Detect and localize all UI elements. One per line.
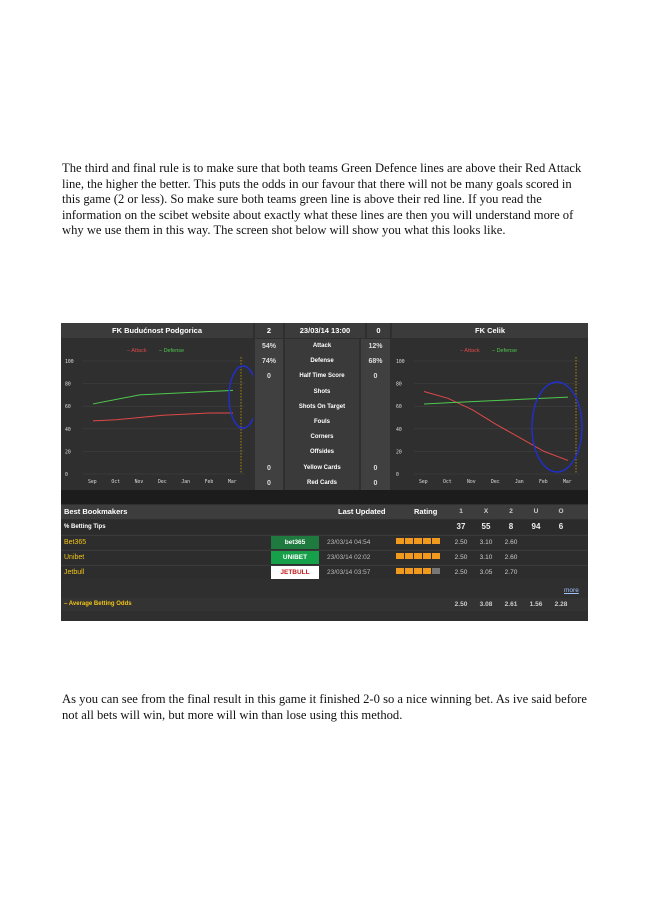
bookmaker-row[interactable] [61, 535, 588, 549]
stat-home-value [255, 430, 283, 446]
last-updated: 23/03/14 02:02 [327, 554, 371, 561]
star-icon [432, 538, 440, 544]
star-icon [414, 568, 422, 574]
paragraph-result: As you can see from the final result in this game it finished 2-0 so a nice winning bet. As ive said before not all bets will win, but more will win than lose using this method. [62, 692, 587, 722]
x-tick-label: Dec [158, 480, 167, 485]
stat-home-value: 0 [255, 369, 283, 385]
star-icon [396, 568, 404, 574]
bookmaker-logo[interactable]: bet365 [271, 536, 319, 549]
x-tick-label: Sep [419, 480, 428, 485]
stat-label: Shots On Target [285, 400, 359, 416]
betting-tips-row [61, 520, 588, 534]
star-icon [414, 538, 422, 544]
stat-row [255, 400, 390, 416]
stat-row [255, 415, 390, 431]
tip-x: 55 [481, 522, 491, 531]
col-2-header: 2 [509, 508, 513, 515]
more-link[interactable]: more [564, 587, 579, 594]
match-datetime: 23/03/14 13:00 [285, 323, 365, 338]
home-score: 2 [255, 323, 283, 338]
stat-home-value [255, 415, 283, 431]
away-score: 0 [367, 323, 390, 338]
star-icon [432, 568, 440, 574]
rating-header: Rating [414, 507, 438, 516]
x-tick-label: Mar [563, 480, 572, 485]
y-tick-label: 20 [396, 450, 402, 456]
col-1-header: 1 [459, 508, 463, 515]
odds-x[interactable]: 3.10 [479, 539, 493, 546]
stat-home-value [255, 385, 283, 401]
tip-u: 94 [531, 522, 541, 531]
bookmaker-row[interactable] [61, 565, 588, 579]
bookmaker-name[interactable]: Jetbull [64, 569, 85, 576]
y-tick-label: 80 [65, 382, 71, 388]
star-icon [396, 538, 404, 544]
y-tick-label: 100 [396, 360, 405, 365]
x-tick-label: Nov [467, 480, 476, 485]
stat-label: Red Cards [285, 476, 359, 492]
odds-2[interactable]: 2.60 [504, 554, 518, 561]
stat-home-value: 0 [255, 476, 283, 492]
average-odds-row [61, 598, 588, 611]
stat-row [255, 354, 390, 370]
stat-row [255, 369, 390, 385]
odds-2[interactable]: 2.70 [504, 569, 518, 576]
y-tick-label: 40 [65, 427, 71, 433]
star-icon [432, 553, 440, 559]
y-tick-label: 0 [396, 473, 399, 478]
avg-1: 2.50 [454, 601, 468, 608]
x-tick-label: Mar [228, 480, 237, 485]
star-icon [405, 568, 413, 574]
y-tick-label: 40 [396, 427, 402, 433]
stat-label: Yellow Cards [285, 461, 359, 477]
legend-defense: – Defense [159, 348, 185, 354]
y-tick-label: 60 [65, 405, 71, 411]
stat-label: Fouls [285, 415, 359, 431]
last-updated: 23/03/14 03:57 [327, 569, 371, 576]
betting-tips-label: % Betting Tips [64, 524, 106, 530]
stat-away-value: 12% [361, 339, 390, 355]
star-icon [396, 553, 404, 559]
stat-home-value [255, 400, 283, 416]
bookmaker-name[interactable]: Bet365 [64, 539, 87, 546]
odds-2[interactable]: 2.60 [504, 539, 518, 546]
bookmaker-name[interactable]: Unibet [64, 554, 85, 561]
legend-defense: – Defense [492, 348, 518, 354]
stat-away-value [361, 415, 390, 431]
stat-label: Attack [285, 339, 359, 355]
rating-stars [396, 566, 444, 579]
stat-label: Defense [285, 354, 359, 370]
away-form-chart [392, 339, 588, 489]
stat-label: Shots [285, 385, 359, 401]
avg-o: 2.28 [554, 601, 568, 608]
stat-home-value: 0 [255, 461, 283, 477]
divider-bar [61, 490, 588, 504]
last-updated-header: Last Updated [338, 507, 386, 516]
series-line-attack [424, 392, 568, 461]
bookmaker-logo[interactable]: UNIBET [271, 551, 319, 564]
legend-attack: – Attack [460, 348, 480, 354]
stat-home-value: 54% [255, 339, 283, 355]
stat-row [255, 430, 390, 446]
tip-2: 8 [508, 522, 514, 531]
stat-row [255, 445, 390, 461]
stat-row [255, 385, 390, 401]
bookmaker-row[interactable] [61, 550, 588, 564]
stat-away-value: 0 [361, 476, 390, 492]
y-tick-label: 60 [396, 405, 402, 411]
screenshot-match-panel [61, 323, 588, 621]
star-icon [405, 553, 413, 559]
y-tick-label: 80 [396, 382, 402, 388]
stat-away-value [361, 430, 390, 446]
rating-stars [396, 536, 444, 549]
stat-label: Corners [285, 430, 359, 446]
odds-1[interactable]: 2.50 [454, 569, 468, 576]
stat-label: Half Time Score [285, 369, 359, 385]
stat-away-value [361, 400, 390, 416]
x-tick-label: Feb [204, 480, 214, 485]
legend-attack: – Attack [127, 348, 147, 354]
rating-stars [396, 551, 444, 564]
odds-x[interactable]: 3.05 [479, 569, 493, 576]
col-x-header: X [483, 508, 489, 515]
bookmaker-logo[interactable]: JETBULL [271, 566, 319, 579]
home-team-name: FK Budućnost Podgorica [61, 323, 253, 338]
home-form-chart [61, 339, 253, 489]
avg-2: 2.61 [504, 601, 518, 608]
col-u-header: U [533, 508, 539, 515]
stat-away-value: 68% [361, 354, 390, 370]
stats-table [255, 339, 390, 489]
bookmakers-header [61, 505, 588, 519]
stat-label: Offsides [285, 445, 359, 461]
y-tick-label: 20 [65, 450, 71, 456]
tip-1: 37 [456, 522, 466, 531]
stat-home-value [255, 445, 283, 461]
stat-row [255, 339, 390, 355]
stat-away-value: 0 [361, 369, 390, 385]
star-icon [405, 538, 413, 544]
odds-x[interactable]: 3.10 [479, 554, 493, 561]
paragraph-rule-three: The third and final rule is to make sure that both teams Green Defence lines are above their Red Attack line, the higher the better. This puts the odds in our favour that there will not be many goals scored in this game (2 or less). So make sure both teams green line is above their red line. If you read the information on the scibet website about exactly what these lines are then you will understand more of why we use them in this way. The screen shot below will show you what this looks like. [62, 161, 582, 238]
series-line-attack [93, 413, 233, 421]
avg-u: 1.56 [529, 601, 543, 608]
series-line-defense [424, 397, 568, 404]
hand-drawn-circle [532, 382, 582, 472]
odds-1[interactable]: 2.50 [454, 539, 468, 546]
more-row [61, 585, 588, 597]
x-tick-label: Oct [111, 480, 121, 485]
odds-1[interactable]: 2.50 [454, 554, 468, 561]
stat-away-value [361, 445, 390, 461]
y-tick-label: 0 [65, 473, 68, 478]
x-tick-label: Jan [515, 480, 524, 485]
away-team-name: FK Celik [392, 323, 588, 338]
star-icon [423, 538, 431, 544]
stat-away-value [361, 385, 390, 401]
avg-x: 3.08 [479, 601, 493, 608]
star-icon [423, 568, 431, 574]
star-icon [423, 553, 431, 559]
x-tick-label: Sep [88, 480, 97, 485]
average-odds-label[interactable]: – Average Betting Odds [64, 601, 132, 607]
x-tick-label: Feb [539, 480, 548, 485]
star-icon [414, 553, 422, 559]
stat-away-value: 0 [361, 461, 390, 477]
stat-home-value: 74% [255, 354, 283, 370]
last-updated: 23/03/14 04:54 [327, 539, 371, 546]
y-tick-label: 100 [65, 360, 74, 365]
stat-row [255, 461, 390, 477]
x-tick-label: Oct [443, 480, 452, 485]
series-line-defense [93, 390, 233, 404]
col-o-header: O [558, 508, 564, 515]
bookmakers-title: Best Bookmakers [64, 507, 128, 516]
x-tick-label: Jan [181, 480, 191, 485]
tip-o: 6 [558, 522, 564, 531]
x-tick-label: Dec [491, 480, 500, 485]
x-tick-label: Nov [134, 480, 144, 485]
